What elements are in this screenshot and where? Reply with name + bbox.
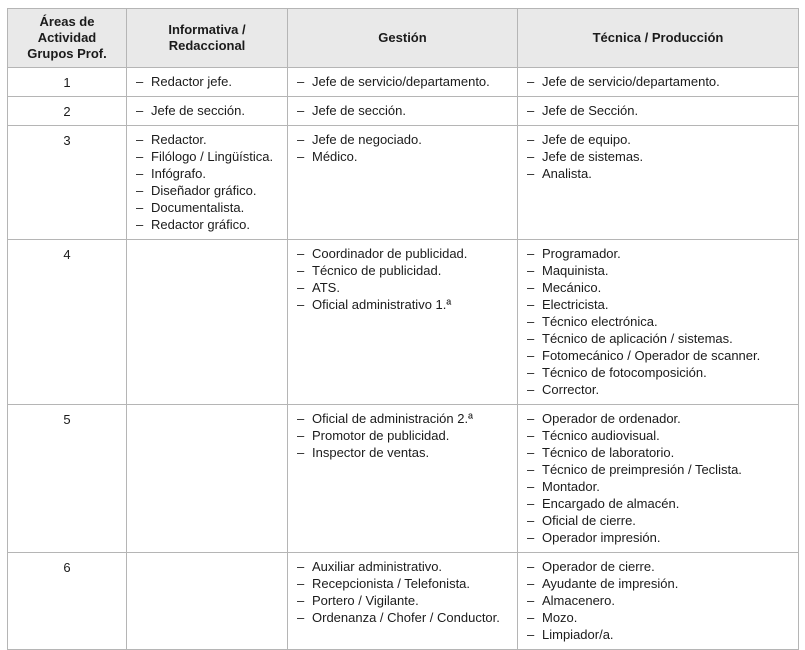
job-title-item (136, 199, 281, 216)
job-title-text: Limpiador/a. (542, 627, 614, 642)
job-title-item (527, 165, 792, 182)
cell-gestion (288, 126, 518, 240)
dash-bullet: – (527, 103, 535, 118)
job-title-text: Redactor. (151, 132, 207, 147)
cell-informativa (127, 97, 288, 126)
dash-bullet: – (527, 559, 535, 574)
dash-bullet: – (527, 263, 535, 278)
cell-gestion (288, 553, 518, 650)
job-title-item (297, 296, 511, 313)
cell-tecnica (518, 126, 799, 240)
job-title-item (136, 165, 281, 182)
group-number: 5 (8, 405, 127, 553)
dash-bullet: – (527, 428, 535, 443)
job-title-text: Auxiliar administrativo. (312, 559, 443, 574)
dash-bullet: – (527, 132, 535, 147)
job-title-text: Fotomecánico / Operador de scanner. (542, 348, 761, 363)
job-title-item (297, 444, 511, 461)
table-row (8, 405, 799, 553)
job-title-item (136, 73, 281, 90)
dash-bullet: – (136, 166, 144, 181)
job-title-item (136, 102, 281, 119)
job-title-text: Maquinista. (542, 263, 609, 278)
professional-groups-table (7, 8, 799, 650)
job-title-text: Jefe de servicio/departamento. (312, 74, 490, 89)
job-title-item (297, 279, 511, 296)
job-title-item (527, 330, 792, 347)
job-title-item (527, 410, 792, 427)
cell-tecnica (518, 405, 799, 553)
dash-bullet: – (297, 297, 305, 312)
dash-bullet: – (297, 445, 305, 460)
job-title-item (527, 381, 792, 398)
col-header-groups (8, 9, 127, 68)
job-title-item (527, 575, 792, 592)
cell-tecnica (518, 553, 799, 650)
job-title-item (297, 102, 511, 119)
job-title-text: Jefe de sección. (151, 103, 245, 118)
job-title-text: Electricista. (542, 297, 609, 312)
job-title-item (297, 410, 511, 427)
job-title-item (527, 609, 792, 626)
job-title-item (527, 478, 792, 495)
dash-bullet: – (527, 149, 535, 164)
job-title-text: Jefe de sistemas. (542, 149, 644, 164)
job-title-text: Coordinador de publicidad. (312, 246, 468, 261)
job-title-text: Técnico audiovisual. (542, 428, 660, 443)
dash-bullet: – (297, 576, 305, 591)
job-title-item (527, 262, 792, 279)
job-title-text: Promotor de publicidad. (312, 428, 450, 443)
job-title-text: Jefe de negociado. (312, 132, 422, 147)
job-title-text: Infógrafo. (151, 166, 206, 181)
job-title-text: ATS. (312, 280, 340, 295)
job-title-item (527, 131, 792, 148)
job-title-item (527, 102, 792, 119)
dash-bullet: – (297, 593, 305, 608)
job-title-text: Corrector. (542, 382, 600, 397)
table-row (8, 97, 799, 126)
dash-bullet: – (136, 74, 144, 89)
job-title-text: Operador impresión. (542, 530, 661, 545)
dash-bullet: – (527, 610, 535, 625)
job-title-item (527, 444, 792, 461)
dash-bullet: – (136, 132, 144, 147)
job-title-item (527, 73, 792, 90)
job-title-text: Oficial de administración 2.ª (312, 411, 473, 426)
job-title-text: Jefe de sección. (312, 103, 406, 118)
dash-bullet: – (527, 365, 535, 380)
dash-bullet: – (136, 149, 144, 164)
job-title-item (527, 512, 792, 529)
table-header (8, 9, 799, 68)
job-title-text: Oficial administrativo 1.ª (312, 297, 452, 312)
cell-tecnica (518, 97, 799, 126)
job-title-text: Ordenanza / Chofer / Conductor. (312, 610, 500, 625)
job-title-item (527, 427, 792, 444)
col-header-groups-line1: Áreas de Actividad (37, 14, 97, 45)
table-row (8, 553, 799, 650)
job-title-text: Técnico de preimpresión / Teclista. (542, 462, 742, 477)
group-number: 4 (8, 240, 127, 405)
col-header-groups-line2: Grupos Prof. (27, 46, 107, 61)
job-title-text: Encargado de almacén. (542, 496, 680, 511)
cell-gestion (288, 405, 518, 553)
dash-bullet: – (297, 559, 305, 574)
job-title-item (297, 148, 511, 165)
job-title-item (527, 364, 792, 381)
job-title-text: Técnico de aplicación / sistemas. (542, 331, 733, 346)
table-body (8, 68, 799, 650)
job-title-text: Oficial de cierre. (542, 513, 636, 528)
dash-bullet: – (527, 74, 535, 89)
job-title-text: Operador de cierre. (542, 559, 655, 574)
job-title-text: Redactor jefe. (151, 74, 232, 89)
header-row (8, 9, 799, 68)
job-title-text: Técnico de fotocomposición. (542, 365, 707, 380)
dash-bullet: – (527, 166, 535, 181)
job-title-item (297, 245, 511, 262)
dash-bullet: – (297, 103, 305, 118)
job-title-text: Filólogo / Lingüística. (151, 149, 274, 164)
cell-tecnica (518, 68, 799, 97)
dash-bullet: – (136, 103, 144, 118)
job-title-item (527, 495, 792, 512)
cell-informativa (127, 405, 288, 553)
job-title-item (297, 558, 511, 575)
dash-bullet: – (297, 428, 305, 443)
dash-bullet: – (527, 496, 535, 511)
job-title-item (527, 626, 792, 643)
job-title-text: Técnico electrónica. (542, 314, 658, 329)
col-header-informativa: Informativa / Redaccional (127, 9, 288, 68)
dash-bullet: – (297, 610, 305, 625)
cell-informativa (127, 553, 288, 650)
group-number: 6 (8, 553, 127, 650)
dash-bullet: – (297, 263, 305, 278)
dash-bullet: – (527, 331, 535, 346)
job-title-item (527, 529, 792, 546)
job-title-text: Diseñador gráfico. (151, 183, 257, 198)
cell-informativa (127, 68, 288, 97)
dash-bullet: – (527, 382, 535, 397)
job-title-item (527, 558, 792, 575)
group-number: 3 (8, 126, 127, 240)
job-title-item (297, 609, 511, 626)
job-title-item (527, 461, 792, 478)
job-title-text: Jefe de equipo. (542, 132, 631, 147)
job-title-item (527, 296, 792, 313)
dash-bullet: – (527, 246, 535, 261)
job-title-item (527, 245, 792, 262)
job-title-text: Montador. (542, 479, 600, 494)
job-title-text: Inspector de ventas. (312, 445, 430, 460)
job-title-text: Redactor gráfico. (151, 217, 250, 232)
dash-bullet: – (527, 576, 535, 591)
dash-bullet: – (297, 280, 305, 295)
job-title-item (297, 575, 511, 592)
job-title-item (136, 131, 281, 148)
job-title-text: Programador. (542, 246, 621, 261)
dash-bullet: – (527, 445, 535, 460)
cell-gestion (288, 68, 518, 97)
job-title-text: Documentalista. (151, 200, 245, 215)
dash-bullet: – (136, 200, 144, 215)
dash-bullet: – (297, 132, 305, 147)
job-title-text: Médico. (312, 149, 358, 164)
dash-bullet: – (297, 246, 305, 261)
job-title-text: Portero / Vigilante. (312, 593, 419, 608)
col-header-tecnica: Técnica / Producción (518, 9, 799, 68)
cell-informativa (127, 126, 288, 240)
dash-bullet: – (527, 297, 535, 312)
job-title-text: Mecánico. (542, 280, 602, 295)
job-title-item (527, 148, 792, 165)
job-title-text: Jefe de servicio/departamento. (542, 74, 720, 89)
job-title-item (136, 148, 281, 165)
dash-bullet: – (527, 513, 535, 528)
job-title-item (297, 592, 511, 609)
dash-bullet: – (136, 183, 144, 198)
dash-bullet: – (527, 479, 535, 494)
dash-bullet: – (136, 217, 144, 232)
col-header-gestion: Gestión (288, 9, 518, 68)
job-title-text: Técnico de publicidad. (312, 263, 442, 278)
job-title-text: Ayudante de impresión. (542, 576, 679, 591)
table-row (8, 68, 799, 97)
cell-informativa (127, 240, 288, 405)
job-title-item (527, 313, 792, 330)
job-title-item (297, 427, 511, 444)
dash-bullet: – (527, 280, 535, 295)
job-title-text: Jefe de Sección. (542, 103, 639, 118)
group-number: 2 (8, 97, 127, 126)
job-title-item (297, 262, 511, 279)
dash-bullet: – (297, 411, 305, 426)
job-title-item (527, 279, 792, 296)
table-row (8, 240, 799, 405)
cell-gestion (288, 240, 518, 405)
dash-bullet: – (297, 74, 305, 89)
job-title-item (297, 131, 511, 148)
dash-bullet: – (527, 627, 535, 642)
job-title-text: Analista. (542, 166, 592, 181)
job-title-text: Mozo. (542, 610, 578, 625)
dash-bullet: – (297, 149, 305, 164)
job-title-text: Almacenero. (542, 593, 615, 608)
cell-gestion (288, 97, 518, 126)
job-title-item (136, 182, 281, 199)
dash-bullet: – (527, 593, 535, 608)
dash-bullet: – (527, 530, 535, 545)
group-number: 1 (8, 68, 127, 97)
job-title-item (297, 73, 511, 90)
job-title-item (527, 592, 792, 609)
cell-tecnica (518, 240, 799, 405)
job-title-item (527, 347, 792, 364)
dash-bullet: – (527, 314, 535, 329)
table-row (8, 126, 799, 240)
job-title-text: Recepcionista / Telefonista. (312, 576, 471, 591)
job-title-item (136, 216, 281, 233)
job-title-text: Operador de ordenador. (542, 411, 681, 426)
dash-bullet: – (527, 462, 535, 477)
dash-bullet: – (527, 411, 535, 426)
job-title-text: Técnico de laboratorio. (542, 445, 675, 460)
dash-bullet: – (527, 348, 535, 363)
